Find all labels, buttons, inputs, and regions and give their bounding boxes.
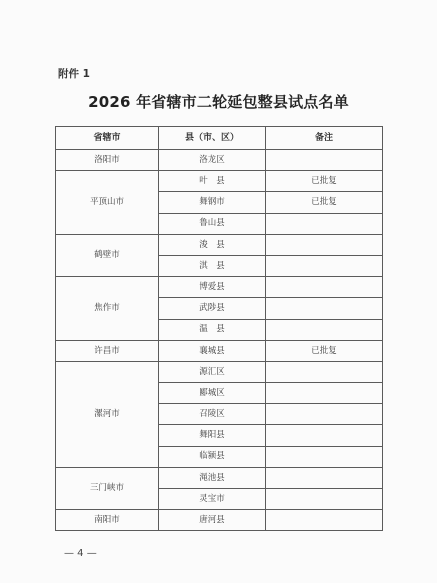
note-cell: 已批复 <box>266 340 383 361</box>
note-cell <box>266 404 383 425</box>
city-cell: 焦作市 <box>56 277 159 341</box>
pilot-county-table-container <box>55 126 382 531</box>
note-cell <box>266 425 383 446</box>
table-row <box>56 510 383 531</box>
note-cell: 已批复 <box>266 171 383 192</box>
header-city: 省辖市 <box>56 127 159 150</box>
note-cell <box>266 150 383 171</box>
note-cell <box>266 489 383 510</box>
note-cell <box>266 510 383 531</box>
county-cell: 叶 县 <box>159 171 266 192</box>
county-cell: 唐河县 <box>159 510 266 531</box>
table-row <box>56 277 383 298</box>
pilot-county-table <box>55 126 383 531</box>
county-cell: 灵宝市 <box>159 489 266 510</box>
city-cell: 三门峡市 <box>56 467 159 509</box>
note-cell <box>266 361 383 382</box>
table-row <box>56 171 383 192</box>
header-county: 县（市、区） <box>159 127 266 150</box>
note-cell <box>266 234 383 255</box>
county-cell: 召陵区 <box>159 404 266 425</box>
note-cell <box>266 383 383 404</box>
county-cell: 洛龙区 <box>159 150 266 171</box>
table-row <box>56 467 383 488</box>
table-row <box>56 234 383 255</box>
table-row <box>56 340 383 361</box>
county-cell: 武陟县 <box>159 298 266 319</box>
attachment-label: 附件 1 <box>58 68 90 80</box>
city-cell: 鹤壁市 <box>56 234 159 276</box>
table-row <box>56 150 383 171</box>
note-cell <box>266 467 383 488</box>
county-cell: 临颍县 <box>159 446 266 467</box>
county-cell: 源汇区 <box>159 361 266 382</box>
page-number: — 4 — <box>64 548 97 559</box>
document-title: 2026 年省辖市二轮延包整县试点名单 <box>88 93 349 111</box>
county-cell: 舞钢市 <box>159 192 266 213</box>
county-cell: 渑池县 <box>159 467 266 488</box>
county-cell: 淇 县 <box>159 255 266 276</box>
note-cell <box>266 277 383 298</box>
county-cell: 襄城县 <box>159 340 266 361</box>
table-row <box>56 361 383 382</box>
county-cell: 郾城区 <box>159 383 266 404</box>
city-cell: 平顶山市 <box>56 171 159 235</box>
note-cell <box>266 255 383 276</box>
note-cell <box>266 213 383 234</box>
county-cell: 舞阳县 <box>159 425 266 446</box>
city-cell: 漯河市 <box>56 361 159 467</box>
county-cell: 温 县 <box>159 319 266 340</box>
county-cell: 浚 县 <box>159 234 266 255</box>
header-note: 备注 <box>266 127 383 150</box>
note-cell <box>266 298 383 319</box>
county-cell: 鲁山县 <box>159 213 266 234</box>
city-cell: 许昌市 <box>56 340 159 361</box>
note-cell: 已批复 <box>266 192 383 213</box>
note-cell <box>266 319 383 340</box>
city-cell: 南阳市 <box>56 510 159 531</box>
table-header-row <box>56 127 383 150</box>
county-cell: 博爱县 <box>159 277 266 298</box>
city-cell: 洛阳市 <box>56 150 159 171</box>
note-cell <box>266 446 383 467</box>
table-body <box>56 150 383 531</box>
